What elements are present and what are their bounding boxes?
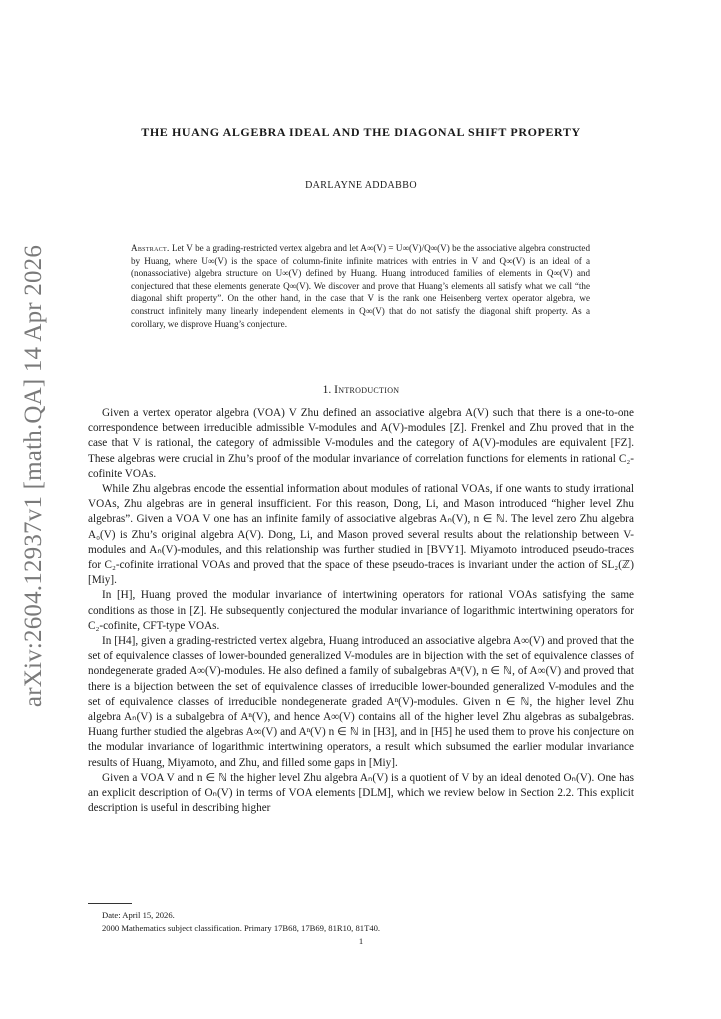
paragraph: In [H4], given a grading-restricted vertex algebra, Huang introduced an associative algebra A∞(V) and proved that the set of equivalence classes of lower-bounded generalized V-modules are in bijection with the set of equivalence classes of nondegenerate graded A∞(V)-modules. He also defined a family of subalgebras Aⁿ(V), n ∈ ℕ, of A∞(V) and proved that there is a bijection between the set of equivalence classes of irreducible lower-bounded generalized V-modules and the set of equivalence classes of irreducible nondegenerate graded Aⁿ(V)-modules. Given n ∈ ℕ, the higher level Zhu algebra Aₙ(V) is a subalgebra of Aⁿ(V), and hence A∞(V) contains all of the higher level Zhu algebras as subalgebras. Huang further studied the algebras A∞(V) and Aⁿ(V) n ∈ ℕ in [H3], and in [H5] he used them to prove his conjecture on the modular invariance of logarithmic intertwining operators, a result which subsumed the earlier modular invariance results of Huang, Miyamoto, and Zhu, and filled some gaps in [Miy]. <box>88 635 634 769</box>
paragraph: Given a VOA V and n ∈ ℕ the higher level Zhu algebra Aₙ(V) is a quotient of V by an ideal denoted Oₙ(V). One has an explicit description of Oₙ(V) in terms of VOA elements [DLM], which we review below in Section 2.2. This explicit description is useful in describing higher <box>88 771 634 815</box>
page-number: 1 <box>358 936 364 946</box>
footnote-date: Date: April 15, 2026. <box>102 910 175 920</box>
footnote-divider <box>88 903 132 904</box>
paragraph: Given a vertex operator algebra (VOA) V Zhu defined an associative algebra A(V) such that there is a one-to-one correspondence between irreducible admissible V-modules and A(V)-modules [Z]. Frenkel and Zhu proved that in the case that V is rational, the category of admissible V-modules and the category of A(V)-modules are equivalent [FZ]. These algebras were crucial in Zhu’s proof of the modular invariance of correlation functions for elements in rational C₂-cofinite VOAs. <box>88 407 634 480</box>
arxiv-identifier: arXiv:2604.12937v1 [math.QA] 14 Apr 2026 <box>20 244 47 708</box>
body-text <box>88 406 634 816</box>
paper-title: THE HUANG ALGEBRA IDEAL AND THE DIAGONAL SHIFT PROPERTY <box>141 125 581 139</box>
footnote-msc: 2000 Mathematics subject classification. Primary 17B68, 17B69, 81R10, 81T40. <box>102 922 381 933</box>
arxiv-side-stamp <box>14 244 54 708</box>
paragraph: In [H], Huang proved the modular invariance of intertwining operators for rational VOAs satisfying the same conditions as those in [Z]. He subsequently conjectured the modular invariance of logarithmic intertwining operators for C₂-cofinite, CFT-type VOAs. <box>88 589 634 632</box>
section-title: Introduction <box>334 384 400 396</box>
footnotes <box>102 909 634 934</box>
abstract-heading: Abstract. <box>131 243 170 253</box>
abstract <box>131 242 590 330</box>
section-heading <box>88 384 634 396</box>
abstract-text: Let V be a grading-restricted vertex algebra and let A∞(V) = U∞(V)/Q∞(V) be the associative algebra constructed by Huang, where U∞(V) is the space of column-finite infinite matrices with entries in V and Q∞(V) is an ideal of a (nonassociative) algebra structure on U∞(V) defined by Huang. Huang introduced families of elements in Q∞(V) and conjectured that these elements generate Q∞(V). We discover and prove that Huang’s elements all satisfy what we call “the diagonal shift property”. On the other hand, in the case that V is the rank one Heisenberg vertex operator algebra, we construct infinitely many linearly independent elements in Q∞(V) that do not satisfy the diagonal shift property. As a corollary, we disprove Huang’s conjecture. <box>131 243 591 329</box>
author-name: DARLAYNE ADDABBO <box>305 180 417 191</box>
section-number: 1. <box>322 384 332 396</box>
paragraph: While Zhu algebras encode the essential information about modules of rational VOAs, if one wants to study irrational VOAs, Zhu algebras are in general insufficient. For this reason, Dong, Li, and Mason introduced “higher level Zhu algebras”. Given a VOA V one has an infinite family of associative algebras Aₙ(V), n ∈ ℕ. The level zero Zhu algebra A₀(V) is Zhu’s original algebra A(V). Dong, Li, and Mason proved several results about the relationship between V-modules and Aₙ(V)-modules, and this relationship was further studied in [BVY1]. Miyamoto introduced pseudo-traces for C₂-cofinite irrational VOAs and proved that the space of these pseudo-traces is invariant under the action of SL₂(ℤ) [Miy]. <box>88 483 634 587</box>
